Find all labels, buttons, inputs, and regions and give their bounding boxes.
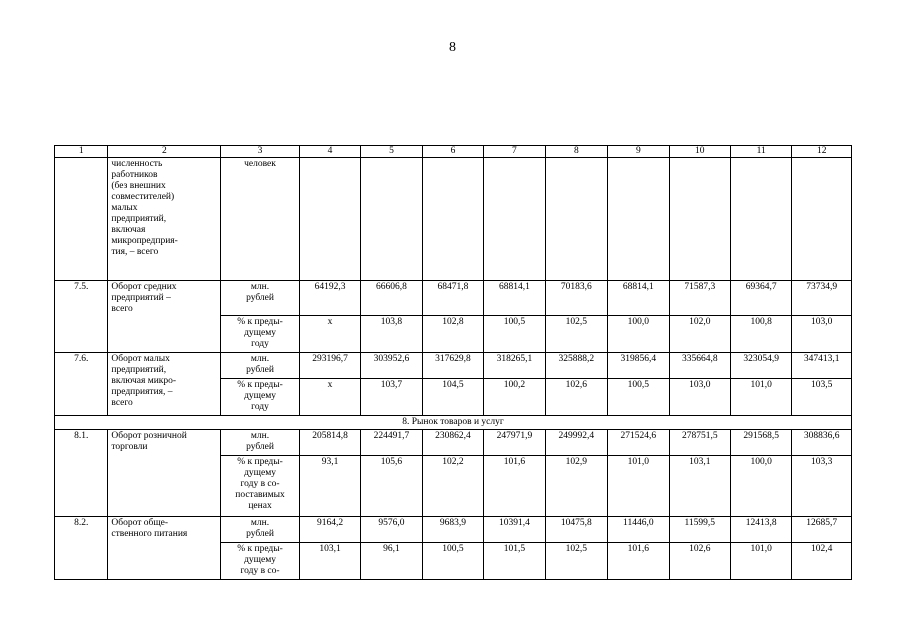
value-cell: 66606,8 [361,281,422,316]
page-number: 8 [449,40,456,55]
unit-cell: % к преды- дущему году [221,316,300,353]
value-cell [731,158,792,281]
value-cell [545,158,607,281]
value-cell: 9683,9 [422,517,483,543]
value-cell: 291568,5 [731,430,792,456]
value-cell: 278751,5 [669,430,730,456]
value-cell: 10475,8 [545,517,607,543]
value-cell: 318265,1 [484,353,545,379]
column-header-cell: 7 [484,146,545,158]
value-cell: 11446,0 [608,517,669,543]
value-cell: 103,7 [361,379,422,416]
value-cell: 102,0 [669,316,730,353]
value-cell: 100,5 [484,316,545,353]
value-cell: 293196,7 [299,353,360,379]
unit-cell: млн. рублей [221,281,300,316]
column-header-cell: 6 [422,146,483,158]
value-cell [299,158,360,281]
value-cell: 335664,8 [669,353,730,379]
value-cell: 102,6 [669,543,730,580]
value-cell: 68814,1 [608,281,669,316]
column-header-cell: 2 [108,146,221,158]
value-cell: 73734,9 [792,281,852,316]
column-header-cell: 5 [361,146,422,158]
value-cell: 323054,9 [731,353,792,379]
value-cell: 101,5 [484,543,545,580]
row-number-cell: 7.6. [55,353,108,416]
value-cell: 103,5 [792,379,852,416]
value-cell: 70183,6 [545,281,607,316]
column-header-cell: 4 [299,146,360,158]
value-cell: 230862,4 [422,430,483,456]
value-cell: 100,0 [731,456,792,517]
value-cell [608,158,669,281]
value-cell: 100,5 [422,543,483,580]
column-header-cell: 3 [221,146,300,158]
value-cell: 102,5 [545,543,607,580]
value-cell [669,158,730,281]
row-number-cell: 8.1. [55,430,108,517]
value-cell: 100,8 [731,316,792,353]
table-row [55,281,852,316]
table-row [55,430,852,456]
value-cell: 205814,8 [299,430,360,456]
value-cell: 101,0 [608,456,669,517]
unit-cell: % к преды- дущему году в со- [221,543,300,580]
value-cell: 93,1 [299,456,360,517]
column-number-header-row [55,146,852,158]
unit-cell: млн. рублей [221,517,300,543]
value-cell: 325888,2 [545,353,607,379]
statistics-table [54,145,852,580]
value-cell: 11599,5 [669,517,730,543]
indicator-name-cell: Оборот обще- ственного питания [108,517,221,580]
value-cell: х [299,316,360,353]
value-cell: 103,3 [792,456,852,517]
value-cell: 249992,4 [545,430,607,456]
value-cell [422,158,483,281]
value-cell: 69364,7 [731,281,792,316]
indicator-name-cell: Оборот малых предприятий, включая микро- предприятия, – всего [108,353,221,416]
value-cell: 100,5 [608,379,669,416]
value-cell: 103,8 [361,316,422,353]
value-cell: 102,2 [422,456,483,517]
value-cell: 9164,2 [299,517,360,543]
value-cell: 105,6 [361,456,422,517]
indicator-name-cell: численность работников (без внешних совместителей) малых предприятий, включая микропредприя- тия, – всего [108,158,221,281]
indicator-name-cell: Оборот розничной торговли [108,430,221,517]
value-cell: 101,6 [608,543,669,580]
value-cell: 247971,9 [484,430,545,456]
unit-cell: млн. рублей [221,353,300,379]
value-cell: 102,6 [545,379,607,416]
value-cell: 12685,7 [792,517,852,543]
value-cell: 101,0 [731,543,792,580]
row-number-cell: 8.2. [55,517,108,580]
value-cell [792,158,852,281]
value-cell: 319856,4 [608,353,669,379]
value-cell: 101,0 [731,379,792,416]
value-cell: 103,0 [792,316,852,353]
value-cell: х [299,379,360,416]
unit-cell: % к преды- дущему году в со- поставимых ценах [221,456,300,517]
value-cell: 100,2 [484,379,545,416]
value-cell: 224491,7 [361,430,422,456]
value-cell: 317629,8 [422,353,483,379]
value-cell: 68814,1 [484,281,545,316]
value-cell: 10391,4 [484,517,545,543]
value-cell: 100,0 [608,316,669,353]
column-header-cell: 11 [731,146,792,158]
value-cell: 347413,1 [792,353,852,379]
value-cell: 96,1 [361,543,422,580]
indicator-name-cell: Оборот средних предприятий – всего [108,281,221,353]
value-cell: 271524,6 [608,430,669,456]
value-cell: 308836,6 [792,430,852,456]
value-cell: 102,8 [422,316,483,353]
table-row [55,517,852,543]
column-header-cell: 10 [669,146,730,158]
table-row [55,158,852,281]
unit-cell: % к преды- дущему году [221,379,300,416]
value-cell [484,158,545,281]
unit-cell: млн. рублей [221,430,300,456]
column-header-cell: 8 [545,146,607,158]
column-header-cell: 1 [55,146,108,158]
value-cell: 9576,0 [361,517,422,543]
unit-cell: человек [221,158,300,281]
value-cell: 12413,8 [731,517,792,543]
value-cell [361,158,422,281]
column-header-cell: 9 [608,146,669,158]
value-cell: 104,5 [422,379,483,416]
column-header-cell: 12 [792,146,852,158]
value-cell: 103,1 [299,543,360,580]
value-cell: 103,1 [669,456,730,517]
section-heading: 8. Рынок товаров и услуг [55,416,852,430]
table-row [55,353,852,379]
row-number-cell [55,158,108,281]
value-cell: 102,5 [545,316,607,353]
value-cell: 102,4 [792,543,852,580]
value-cell: 303952,6 [361,353,422,379]
value-cell: 103,0 [669,379,730,416]
value-cell: 71587,3 [669,281,730,316]
row-number-cell: 7.5. [55,281,108,353]
value-cell: 68471,8 [422,281,483,316]
section-heading-row [55,416,852,430]
value-cell: 102,9 [545,456,607,517]
value-cell: 101,6 [484,456,545,517]
value-cell: 64192,3 [299,281,360,316]
